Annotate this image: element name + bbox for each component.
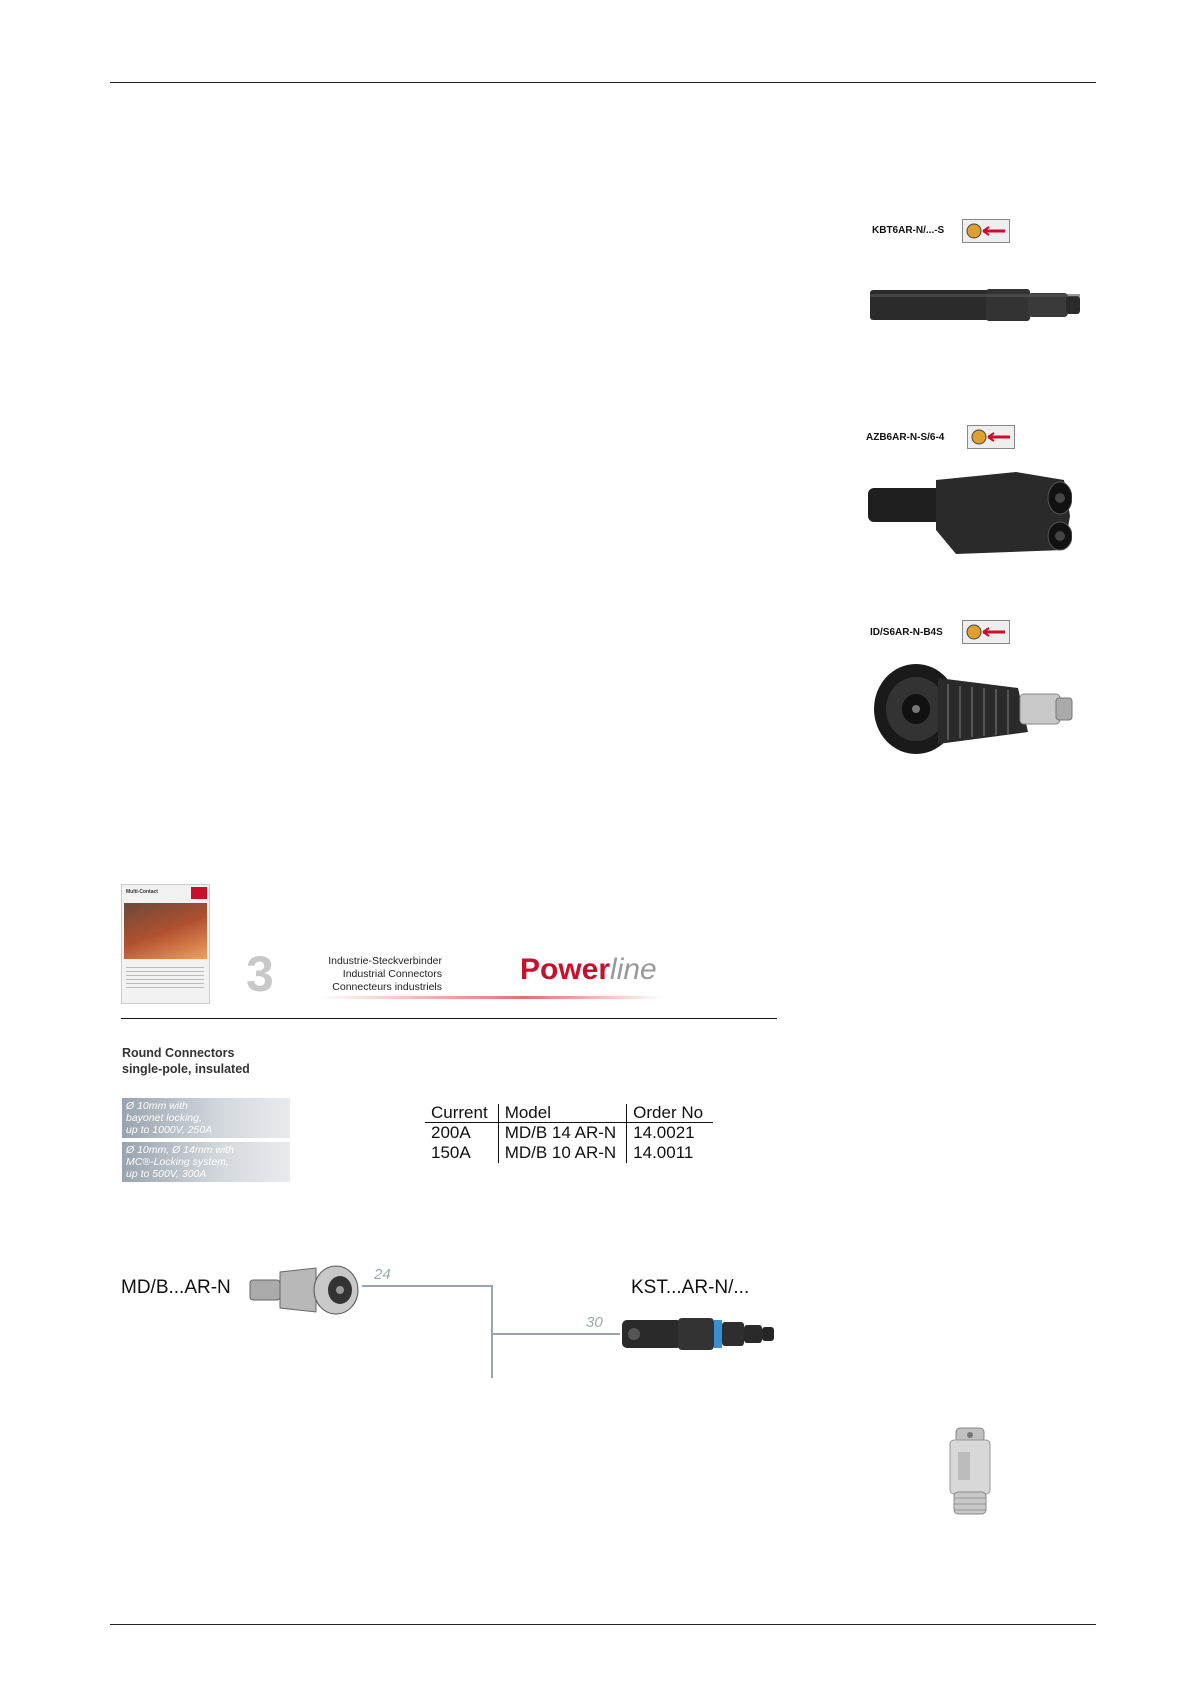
plug-kbt6-image — [868, 285, 1082, 325]
length-label-top: 24 — [374, 1266, 391, 1283]
feature-box-1 — [122, 1098, 290, 1138]
feature-1-line3: up to 1000V, 250A — [126, 1124, 213, 1136]
feature-2-line1: Ø 10mm, Ø 14mm with — [126, 1144, 234, 1156]
brand-light: line — [610, 953, 657, 986]
feature-1-line1: Ø 10mm with — [126, 1100, 188, 1112]
right-model-label: KST...AR-N/... — [631, 1277, 750, 1298]
catalog-rule — [121, 1018, 777, 1019]
cover-photo — [124, 903, 207, 959]
cell-current: 150A — [431, 1143, 471, 1162]
finger-safe-icon — [967, 425, 1015, 449]
section-title-line2: single-pole, insulated — [122, 1062, 250, 1076]
catalog-title-fr: Connecteurs industriels — [332, 981, 442, 993]
cell-order-no: 14.0011 — [627, 1143, 713, 1163]
section-title — [122, 1045, 250, 1077]
table-row — [425, 1143, 713, 1163]
spec-table — [425, 1104, 713, 1163]
left-model-label: MD/B...AR-N — [121, 1277, 231, 1298]
table-header-row — [425, 1104, 713, 1123]
cell-order-no: 14.0021 — [627, 1123, 713, 1144]
catalog-title-en: Industrial Connectors — [342, 968, 442, 980]
col-order-no: Order No — [627, 1104, 713, 1123]
product-label-3: ID/S6AR-N-B4S — [870, 627, 943, 638]
finger-safe-icon — [962, 620, 1010, 644]
connection-lines — [362, 1270, 622, 1378]
socket-ids6-image — [868, 662, 1078, 756]
length-label-bottom: 30 — [586, 1314, 603, 1331]
finger-safe-icon — [962, 219, 1010, 243]
header-rule — [110, 82, 1096, 83]
cell-model: MD/B 14 AR-N — [498, 1123, 626, 1144]
col-current: Current — [425, 1104, 498, 1123]
catalog-number: 3 — [246, 946, 274, 1002]
catalog-title-de: Industrie-Steckverbinder — [328, 955, 442, 967]
cover-header: Multi-Contact — [126, 889, 158, 895]
catalog-titles — [300, 955, 442, 994]
feature-1-line2: bayonet locking, — [126, 1112, 202, 1124]
fuse-cartridge-image — [944, 1426, 996, 1518]
cell-current: 200A — [431, 1123, 471, 1142]
brand-underline — [318, 996, 664, 999]
cell-model: MD/B 10 AR-N — [498, 1143, 626, 1163]
col-model: Model — [498, 1104, 626, 1123]
powerline-logo — [520, 953, 657, 987]
footer-rule — [110, 1624, 1096, 1625]
feature-2-line3: up to 500V, 300A — [126, 1168, 207, 1180]
product-label-1: KBT6AR-N/...-S — [872, 225, 945, 236]
table-row — [425, 1123, 713, 1144]
product-label-2: AZB6AR-N-S/6-4 — [866, 432, 945, 443]
md-b-connector-image — [246, 1262, 360, 1318]
adapter-azb6-image — [866, 470, 1072, 556]
feature-2-line2: MC®-Locking system, — [126, 1156, 229, 1168]
catalog-cover — [121, 884, 210, 1004]
brand-strong: Power — [520, 953, 611, 986]
section-title-line1: Round Connectors — [122, 1046, 235, 1060]
feature-box-2 — [122, 1142, 290, 1182]
kst-connector-image — [620, 1312, 778, 1356]
